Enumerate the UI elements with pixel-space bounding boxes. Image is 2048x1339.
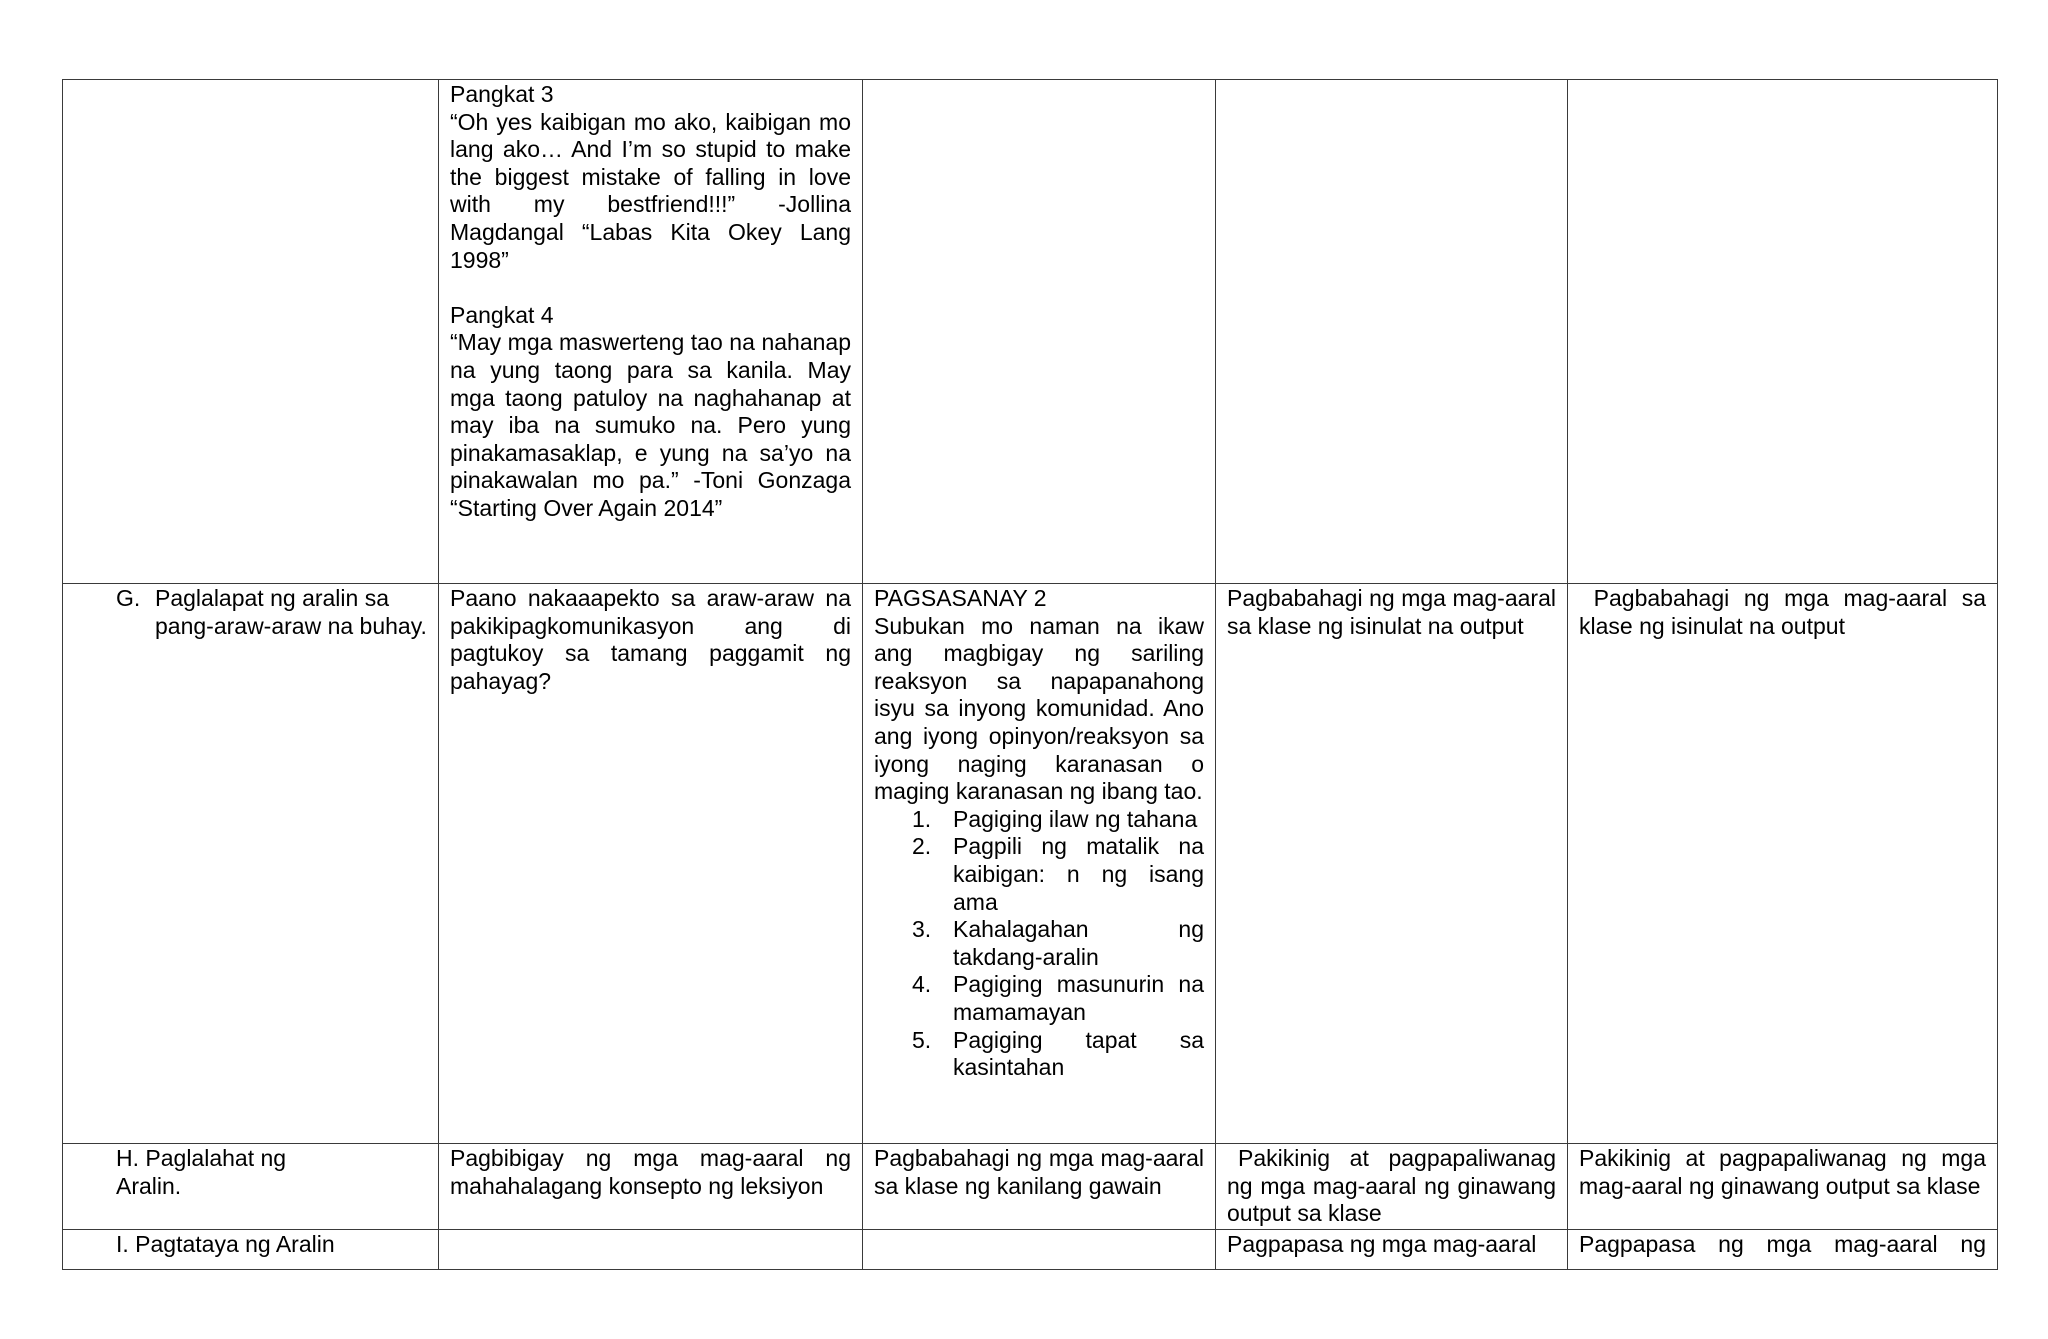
list-item: 3. Kahalagahan ng takdang-aralin	[912, 916, 1204, 970]
activity-cell	[863, 80, 1216, 584]
table-row	[63, 80, 1998, 584]
activity-cell	[1568, 80, 1998, 584]
activity-cell	[1216, 1144, 1568, 1230]
activity-text: Pagbabahagi ng mga mag-aaral sa klase ng kanilang gawain	[874, 1145, 1204, 1199]
activity-text: Pakikinig at pagpapaliwanag ng mga mag-aaral ng ginawang output sa klase	[1227, 1145, 1556, 1227]
phase-title: I. Pagtataya ng Aralin	[116, 1231, 335, 1257]
list-item: 4. Pagiging masunurin na mamamayan	[912, 971, 1204, 1025]
activity-cell	[1216, 1230, 1568, 1270]
activity-cell	[1216, 584, 1568, 1144]
activity-cell-group-quotes	[439, 80, 863, 584]
activity-text: Pagbabahagi ng mga mag-aaral sa klase ng isinulat na output	[1579, 585, 1993, 639]
phase-cell-i	[63, 1230, 439, 1270]
spacer	[450, 274, 851, 302]
exercise-intro: Subukan mo naman na ikaw ang magbigay ng sariling reaksyon sa napapanahong isyu sa inyong komunidad. Ano ang iyong opinyon/reaksyon sa iyong naging karanasan o maging karanasan ng ibang tao.	[874, 612, 1204, 805]
activity-cell	[439, 1144, 863, 1230]
phase-letter: G.	[116, 585, 141, 611]
group-3-quote: “Oh yes kaibigan mo ako, kaibigan mo lang ako… And I’m so stupid to make the biggest mistake of falling in love with my bestfriend!!!” -Jollina Magdangal “Labas Kita Okey Lang 1998”	[450, 108, 851, 273]
phase-cell	[63, 80, 439, 584]
activity-cell	[1568, 584, 1998, 1144]
activity-cell-exercise	[863, 584, 1216, 1144]
situation-list	[874, 806, 1204, 1082]
exercise-title: PAGSASANAY 2	[874, 585, 1047, 611]
table-row	[63, 1230, 1998, 1270]
activity-text: Pakikinig at pagpapaliwanag ng mga mag-aaral ng ginawang output sa klase	[1579, 1145, 1986, 1199]
guide-question: Paano nakaaapekto sa araw-araw na pakikipagkomunikasyon ang di pagtukoy sa tamang paggamit ng pahayag?	[450, 585, 851, 694]
activity-cell	[1216, 80, 1568, 584]
phase-title-line-1: H. Paglalahat ng	[116, 1145, 287, 1171]
activity-text: Pagpapasa ng mga mag-aaral	[1227, 1231, 1537, 1257]
group-3-label: Pangkat 3	[450, 81, 554, 107]
activity-text: Pagbibigay ng mga mag-aaral ng mahahalagang konsepto ng leksiyon	[450, 1145, 851, 1199]
activity-cell	[863, 1230, 1216, 1270]
list-item: 1. Pagiging ilaw ng tahana	[912, 805, 1198, 832]
activity-cell	[439, 1230, 863, 1270]
activity-cell	[863, 1144, 1216, 1230]
activity-text: Pagbabahagi ng mga mag-aaral sa klase ng isinulat na output	[1227, 585, 1556, 639]
group-4-label: Pangkat 4	[450, 301, 554, 328]
activity-cell	[1568, 1144, 1998, 1230]
lesson-plan-table	[62, 79, 1998, 1270]
list-item: 2. Pagpili ng matalik na kaibigan: n ng isang ama	[912, 833, 1204, 915]
phase-title-line-2: Aralin.	[116, 1172, 182, 1199]
group-4-quote: “May mga maswerteng tao na nahanap na yung taong para sa kanila. May mga taong patuloy na naghahanap at may iba na sumuko na. Pero yung pinakamasaklap, e yung na sa’yo na pinakawalan mo pa.” -Toni Gonzaga “Starting Over Again 2014”	[450, 329, 851, 521]
phase-title: Paglalapat ng aralin sa pang-araw-araw na buhay.	[155, 585, 427, 639]
activity-text: Pagpapasa ng mga mag-aaral ng	[1579, 1231, 1986, 1257]
activity-cell	[1568, 1230, 1998, 1270]
activity-cell-question	[439, 584, 863, 1144]
list-item: 5. Pagiging tapat sa kasintahan	[912, 1026, 1204, 1081]
table-row	[63, 1144, 1998, 1230]
table-row	[63, 584, 1998, 1144]
phase-cell-g	[63, 584, 439, 1144]
phase-cell-h	[63, 1144, 439, 1230]
